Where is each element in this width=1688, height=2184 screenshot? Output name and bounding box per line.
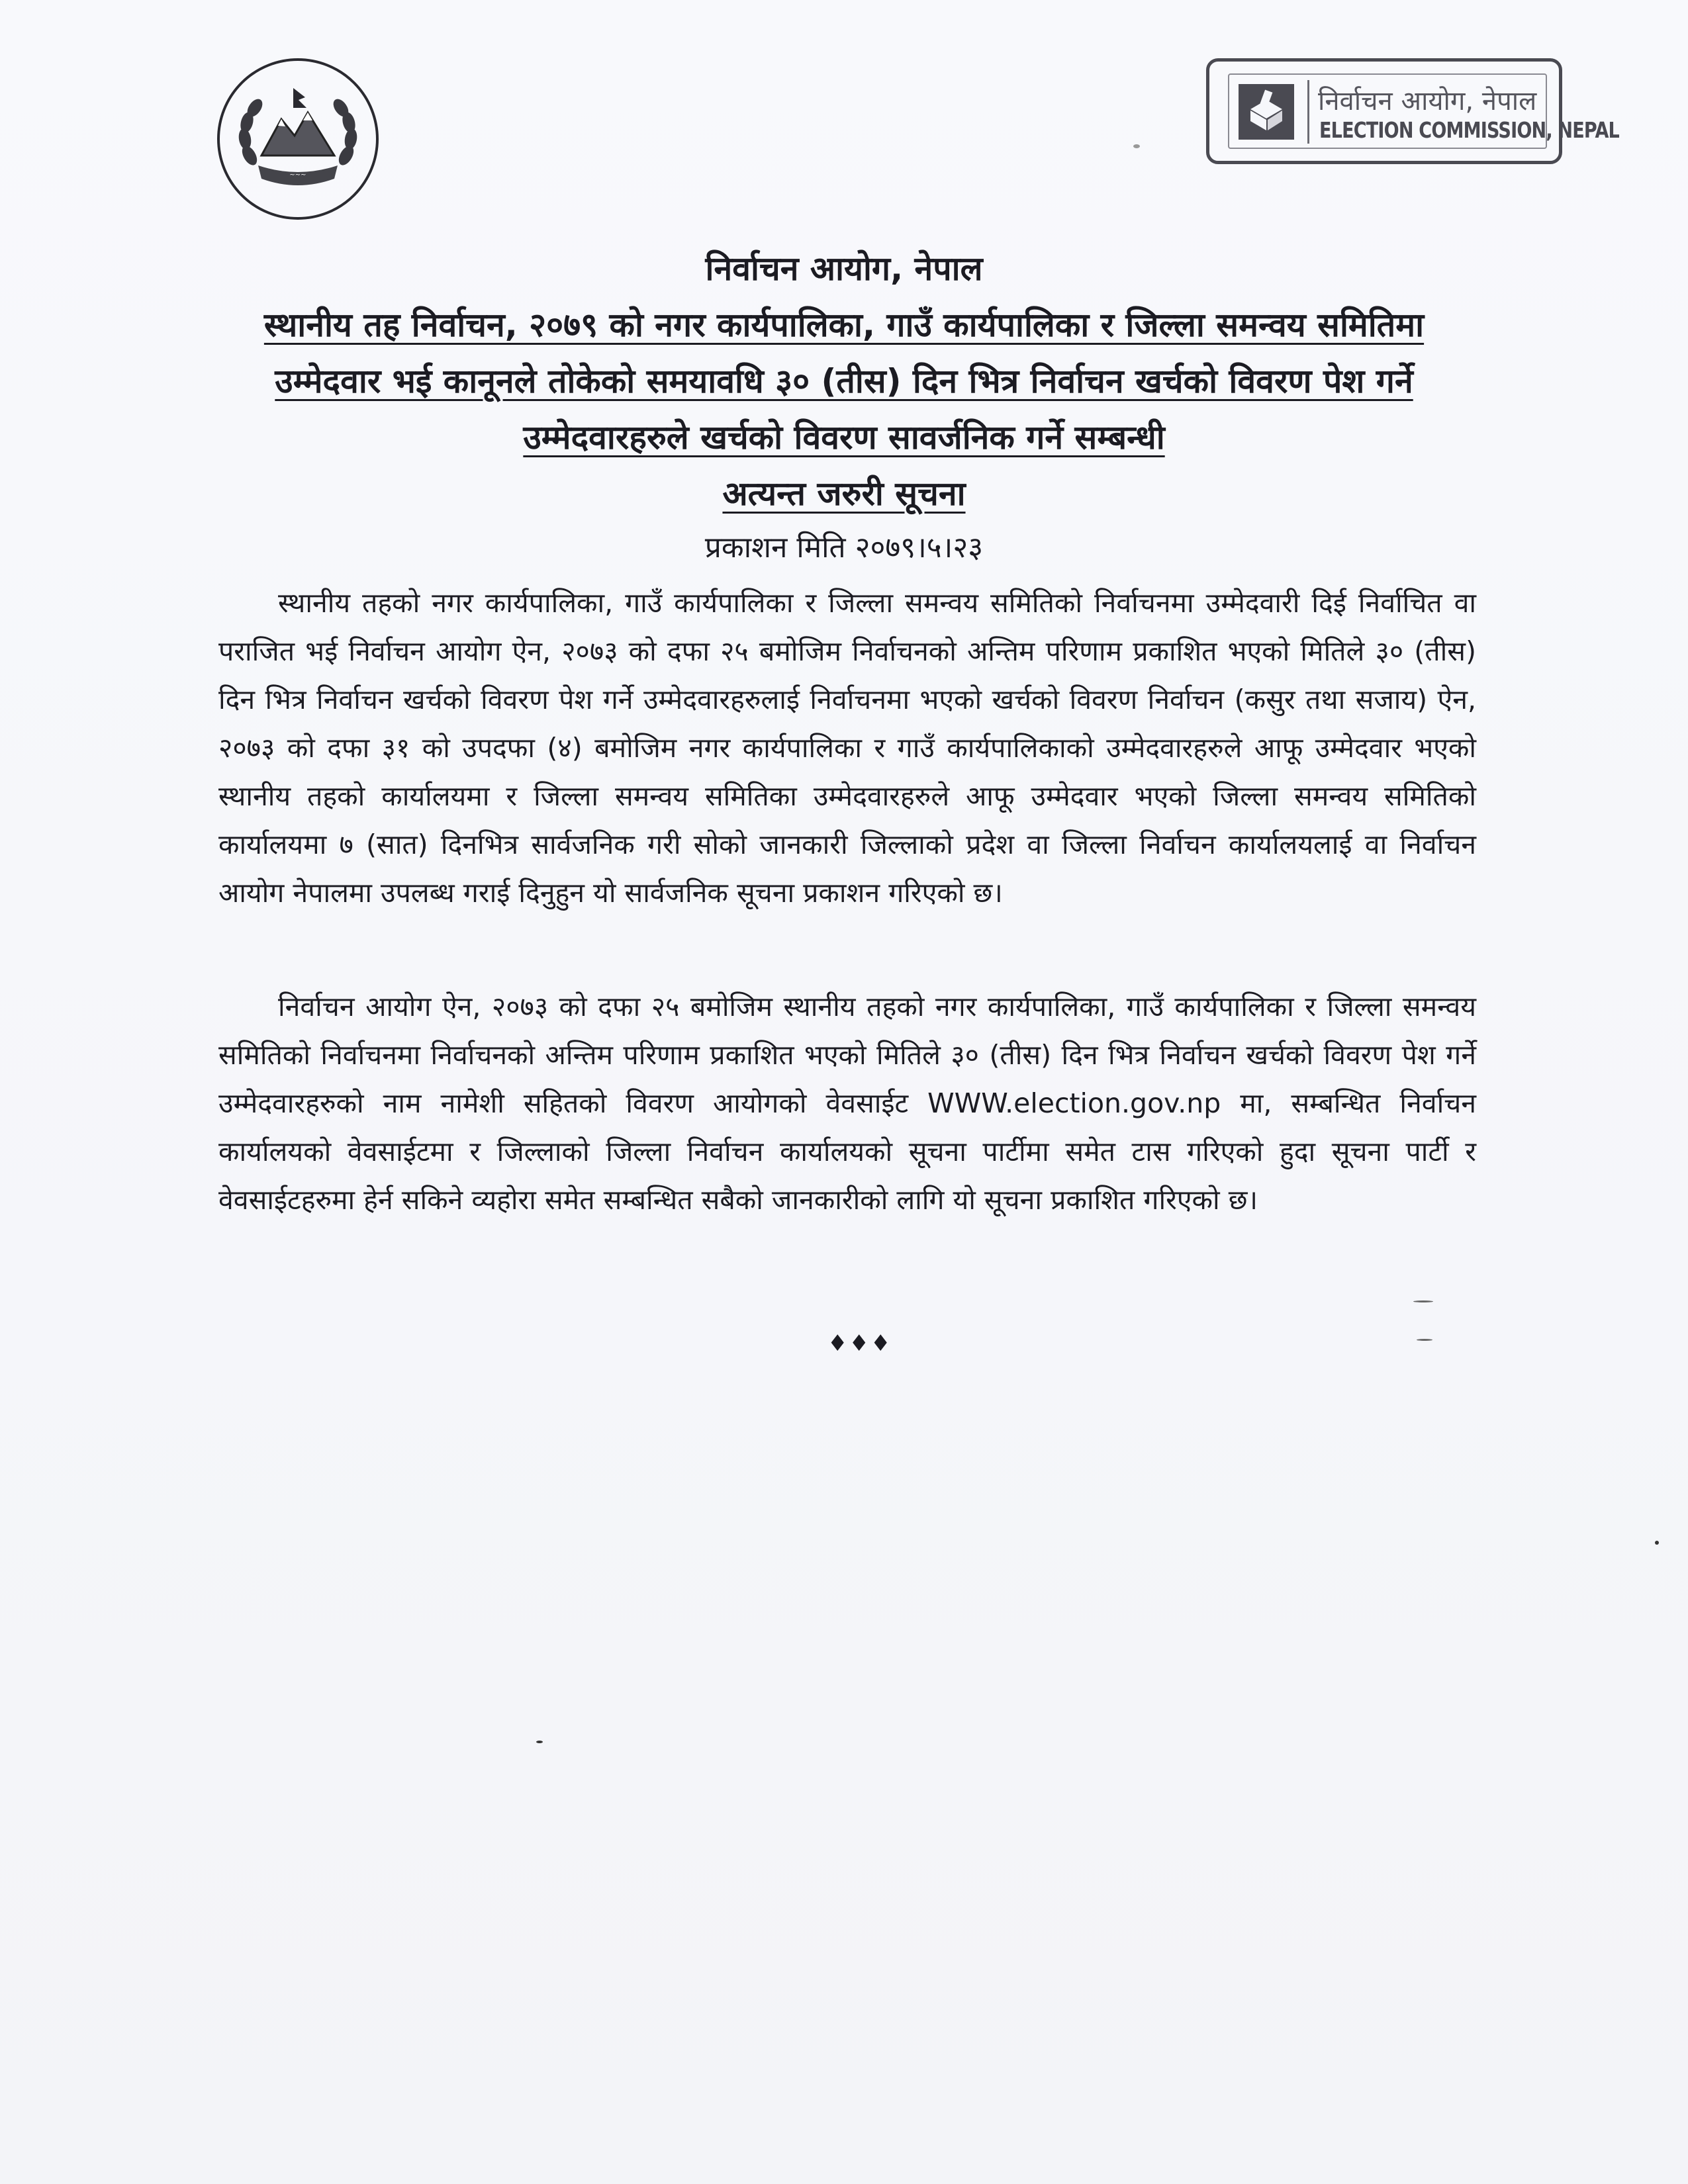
notice-title-line-2: उम्मेदवार भई कानूनले तोकेको समयावधि ३० (तीस) दिन भित्र निर्वाचन खर्चको विवरण पेश गर्ने [275,362,1413,400]
scan-speck [1417,1339,1432,1341]
publication-date: प्रकाशन मिति २०७९।५।२३ [704,531,984,565]
logo-inner-frame [1228,73,1619,149]
organization-name: निर्वाचन आयोग, नेपाल [705,250,983,288]
notice-paragraph-2: निर्वाचन आयोग ऐन, २०७३ को दफा २५ बमोजिम स्थानीय तहको नगर कार्यपालिका, गाउँ कार्यपालिका र जिल्ला समन्वय समितिको निर्वाचनमा निर्वाचनको अन्तिम परिणाम प्रकाशित भएको मितिले ३० (तीस) दिन भित्र निर्वाचन खर्चको विवरण पेश गर्ने उम्मेदवारहरुको नाम नामेशी सहितको विवरण आयोगको वेवसाईट WWW.election.gov.np मा, सम्बन्धित निर्वाचन कार्यालयको वेवसाईटमा र जिल्लाको जिल्ला निर्वाचन कार्यालयको सूचना पार्टीमा समेत टास गरिएको हुदा सूचना पार्टी र वेवसाईटहरुमा हेर्न सकिने व्यहोरा समेत सम्बन्धित सबैको जानकारीको लागि यो सूचना प्रकाशित गरिएको छ। [218,991,1476,1216]
logo-text-english: ELECTION COMMISSION, NEPAL [1319,117,1619,143]
notice-paragraph-1: स्थानीय तहको नगर कार्यपालिका, गाउँ कार्यपालिका र जिल्ला समन्वय समितिको निर्वाचनमा उम्मेदवारी दिई निर्वाचित वा पराजित भई निर्वाचन आयोग ऐन, २०७३ को दफा २५ बमोजिम निर्वाचनको अन्तिम परिणाम प्रकाशित भएको मितिले ३० (तीस) दिन भित्र निर्वाचन खर्चको विवरण पेश गर्ने उम्मेदवारहरुलाई निर्वाचनमा भएको खर्चको विवरण निर्वाचन (कसुर तथा सजाय) ऐन, २०७३ को दफा ३१ को उपदफा (४) बमोजिम नगर कार्यपालिका र गाउँ कार्यपालिकाको उम्मेदवारहरुले आफू उम्मेदवार भएको स्थानीय तहको कार्यालयमा र जिल्ला समन्वय समितिका उम्मेदवारहरुले आफू उम्मेदवार भएको जिल्ला समन्वय समितिको कार्यालयमा ७ (सात) दिनभित्र सार्वजनिक गरी सोको जानकारी जिल्लाको प्रदेश वा जिल्ला निर्वाचन कार्यालयलाई वा निर्वाचन आयोग नेपालमा उपलब्ध गराई दिनुहुन यो सार्वजनिक सूचना प्रकाशन गरिएको छ। [218,587,1476,909]
scan-speck [1655,1541,1659,1545]
svg-text:~~~: ~~~ [289,171,306,179]
ballot-box-icon [1239,84,1294,140]
notice-title-line-1: स्थानीय तह निर्वाचन, २०७९ को नगर कार्यपालिका, गाउँ कार्यपालिका र जिल्ला समन्वय समितिमा [263,306,1425,344]
logo-divider [1307,80,1309,144]
scan-speck [1413,1300,1433,1302]
end-of-notice-mark: ♦♦♦ [827,1330,892,1357]
scan-speck [536,1741,543,1743]
notice-title-line-3: उम्मेदवारहरुले खर्चको विवरण सावर्जनिक गर्ने सम्बन्धी [523,418,1165,457]
government-emblem-icon [215,56,381,222]
scan-speck [1133,144,1140,148]
election-commission-logo [1206,58,1619,164]
logo-text-nepali: निर्वाचन आयोग, नेपाल [1318,86,1537,116]
urgent-notice-heading: अत्यन्त जरुरी सूचना [722,475,966,513]
